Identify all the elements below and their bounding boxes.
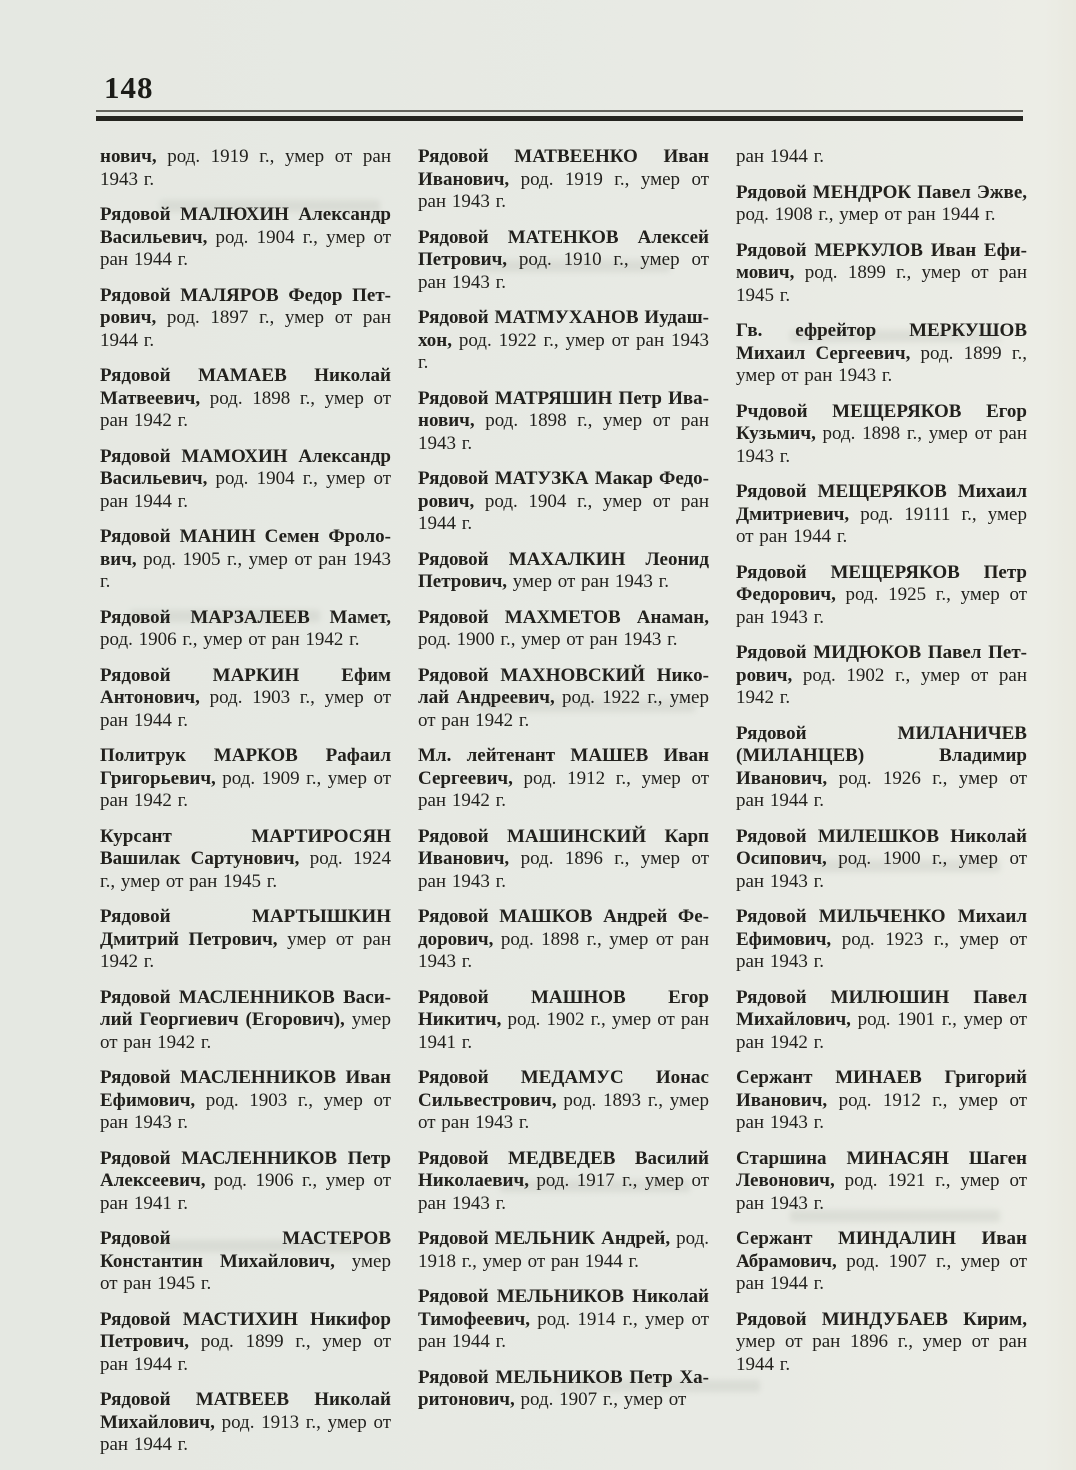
- entry: [418, 607, 709, 652]
- entry-rank-name: Рядовой МАРКИН Ефим Антонович,: [100, 664, 391, 708]
- entry-rank-name: Рядовой МИДЮКОВ Павел Петрович,: [736, 642, 1027, 686]
- entry-rank-name: Рядовой МИНДУБАЕВ Кирим,: [736, 1308, 1027, 1330]
- entry-rank-name: Рядовой МАТУЗКА Макар Федорович,: [418, 468, 709, 512]
- entry-rank-name: Рядовой МАШКОВ Андрей Федорович,: [418, 906, 709, 950]
- entry-rank-name: Рядовой МАТЕНКОВ Алексей Петрович,: [418, 226, 709, 270]
- entry: [736, 562, 1027, 630]
- entry: [736, 1228, 1027, 1296]
- entry-details: род. 1907 г., умер от ран 1944 г.: [736, 1250, 1027, 1294]
- entry: [736, 987, 1027, 1055]
- entry-details: род. 1900 г., умер от ран 1943 г.: [736, 848, 1027, 892]
- entry: [736, 481, 1027, 549]
- entry-details: ран 1944 г.: [736, 146, 825, 167]
- entry-rank-name: Рядовой МЕЩЕРЯКОВ Михаил Дмитриевич,: [736, 481, 1027, 525]
- entry: [100, 446, 391, 514]
- entry: [418, 227, 709, 295]
- entry-rank-name: Рядовой МЕДАМУС Ионас Сильвестрович,: [418, 1067, 709, 1111]
- entry: [100, 1389, 391, 1457]
- entry-rank-name: Рядовой МАРЗАЛЕЕВ Мамет,: [100, 606, 391, 628]
- entry: [418, 1367, 709, 1412]
- entry-rank-name: Рядовой МАТМУХАНОВ Иудашхон,: [418, 307, 709, 351]
- entry-rank-name: Рядовой МЕЩЕРЯКОВ Петр Федорович,: [736, 561, 1027, 605]
- entry-details: род. 1910 г., умер от ран 1943 г.: [418, 249, 709, 293]
- entry-rank-name: Гв. ефрейтор МЕРКУШОВ Михаил Сергеевич,: [736, 320, 1027, 364]
- entry-rank-name: Рядовой МИЛАНИЧЕВ (МИЛАНЦЕВ) Владимир Иванович,: [736, 722, 1027, 789]
- entry-details: род. 1913 г., умер от ран 1944 г.: [100, 1411, 391, 1455]
- entry: [736, 1148, 1027, 1216]
- entry-rank-name: Рядовой МИЛЕШКОВ Николай Осипович,: [736, 825, 1027, 869]
- entry-details: род. 1922 г., умер от ран 1942 г.: [418, 687, 709, 731]
- entry-details: род. 1919 г., умер от ран 1943 г.: [100, 146, 391, 190]
- entry-details: род. 1923 г., умер от ран 1943 г.: [736, 928, 1027, 972]
- entry: [100, 1309, 391, 1377]
- entry: [100, 365, 391, 433]
- entry: [100, 1148, 391, 1216]
- entry: [736, 642, 1027, 710]
- entry-details: род. 19111 г., умер от ран 1944 г.: [736, 503, 1027, 547]
- entry-details: род. 1900 г., умер от ран 1943 г.: [418, 629, 678, 650]
- entry: [736, 320, 1027, 388]
- entry: [418, 1228, 709, 1273]
- entry-details: род. 1922 г., умер от ран 1943 г.: [418, 329, 709, 373]
- entry: [418, 388, 709, 456]
- entry-rank-name: Мл. лейтенант МАШЕВ Иван Сергеевич,: [418, 745, 709, 789]
- entry-rank-name: Рядовой МАХАЛКИН Леонид Петрович,: [418, 548, 709, 592]
- entry: [418, 146, 709, 214]
- entry: [100, 146, 391, 191]
- entry-rank-name: Рядовой МАМОХИН Александр Васильевич,: [100, 445, 391, 489]
- entry-rank-name: Рядовой МАНИН Семен Фролович,: [100, 526, 391, 570]
- entry: [100, 745, 391, 813]
- entry-details: род. 1907 г., умер от: [514, 1389, 687, 1410]
- entry-details: род. 1904 г., умер от ран 1944 г.: [418, 490, 709, 534]
- entry-details: род. 1898 г., умер от ран 1943 г.: [418, 928, 709, 972]
- entry: [418, 745, 709, 813]
- entry-details: род. 1898 г., умер от ран 1943 г.: [418, 410, 709, 454]
- entry-details: умер от ран 1942 г.: [100, 928, 391, 972]
- entry-rank-name: Рядовой МАТВЕЕВ Николай Михайлович,: [100, 1389, 391, 1433]
- entry: [736, 1309, 1027, 1377]
- entry: [100, 665, 391, 733]
- entry-details: род. 1904 г., умер от ран 1944 г.: [100, 226, 391, 270]
- entry: [418, 1067, 709, 1135]
- entry-rank-name: Рядовой МИЛЬЧЕНКО Михаил Ефимович,: [736, 906, 1027, 950]
- entry: [100, 1067, 391, 1135]
- entry-rank-name: Рядовой МАХНОВСКИЙ Николай Андреевич,: [418, 664, 709, 708]
- entry: [736, 723, 1027, 813]
- entry-details: род. 1912 г., умер от ран 1943 г.: [736, 1089, 1027, 1133]
- entry: [736, 1067, 1027, 1135]
- text-columns: [100, 146, 1028, 1470]
- entry: [736, 182, 1027, 227]
- entry-details: род. 1898 г., умер от ран 1943 г.: [736, 423, 1027, 467]
- entry: [418, 665, 709, 733]
- entry-rank-name: Рядовой МЕРКУЛОВ Иван Ефимович,: [736, 239, 1027, 283]
- entry-rank-name: Сержант МИНДАЛИН Иван Абрамович,: [736, 1228, 1027, 1272]
- entry-details: род. 1917 г., умер от ран 1943 г.: [418, 1170, 709, 1214]
- entry-rank-name: Рядовой МЕДВЕДЕВ Василий Николаевич,: [418, 1147, 709, 1191]
- entry-details: род. 1899 г., умер от ран 1943 г.: [736, 342, 1027, 386]
- entry-details: род. 1918 г., умер от ран 1944 г.: [418, 1228, 710, 1272]
- entry-rank-name: Рядовой МИЛЮШИН Павел Михайлович,: [736, 986, 1027, 1030]
- entry: [418, 987, 709, 1055]
- entry-rank-name: Рядовой МАТРЯШИН Петр Иванович,: [418, 387, 709, 431]
- entry-details: род. 1921 г., умер от ран 1943 г.: [736, 1170, 1027, 1214]
- entry-details: род. 1904 г., умер от ран 1944 г.: [100, 468, 391, 512]
- entry-details: род. 1902 г., умер от ран 1941 г.: [418, 1009, 709, 1053]
- entry-rank-name: Рядовой МАРТЫШКИН Дмитрий Петрович,: [100, 906, 391, 950]
- entry-rank-name: Рядовой МАСЛЕННИКОВ Петр Алексеевич,: [100, 1147, 391, 1191]
- entry-rank-name: Рядовой МАСТЕРОВ Константин Михайлович,: [100, 1228, 391, 1272]
- entry-rank-name: Рядовой МАЛЮХИН Александр Васильевич,: [100, 204, 391, 248]
- entry: [418, 906, 709, 974]
- entry-rank-name: Старшина МИНАСЯН Шаген Левонович,: [736, 1147, 1027, 1191]
- page-number: 148: [104, 70, 154, 105]
- entry-details: род. 1901 г., умер от ран 1942 г.: [736, 1009, 1027, 1053]
- entry-rank-name: Курсант МАРТИРОСЯН Вашилак Сартунович,: [100, 825, 391, 869]
- entry: [100, 1228, 391, 1296]
- entry-details: род. 1899 г., умер от ран 1944 г.: [100, 1331, 391, 1375]
- column-3: [736, 146, 1027, 1389]
- entry-details: умер от ран 1943 г.: [507, 571, 670, 592]
- entry-rank-name: Рядовой МАМАЕВ Николай Матвеевич,: [100, 365, 391, 409]
- entry: [736, 146, 1027, 169]
- entry-details: род. 1919 г., умер от ран 1943 г.: [418, 168, 709, 212]
- entry-rank-name: Рчдовой МЕЩЕРЯКОВ Егор Кузьмич,: [736, 400, 1027, 444]
- entry-rank-name: Рядовой МАСТИХИН Никифор Петрович,: [100, 1308, 391, 1352]
- entry: [100, 826, 391, 894]
- entry: [418, 307, 709, 375]
- entry: [100, 204, 391, 272]
- entry-details: род. 1896 г., умер от ран 1943 г.: [418, 848, 709, 892]
- entry-rank-name: Рядовой МАШИНСКИЙ Карп Иванович,: [418, 825, 709, 869]
- entry-details: род. 1906 г., умер от ран 1941 г.: [100, 1170, 391, 1214]
- entry-details: род. 1906 г., умер от ран 1942 г.: [100, 629, 360, 650]
- entry-details: род. 1926 г., умер от ран 1944 г.: [736, 767, 1027, 811]
- entry: [418, 549, 709, 594]
- column-2: [418, 146, 709, 1425]
- entry-details: умер от ран 1896 г., умер от ран 1944 г.: [736, 1331, 1027, 1375]
- entry-rank-name: нович,: [100, 146, 157, 167]
- entry-details: род. 1899 г., умер от ран 1945 г.: [736, 262, 1027, 306]
- entry-details: умер от ран 1945 г.: [100, 1250, 391, 1294]
- entry: [100, 987, 391, 1055]
- entry-rank-name: Рядовой МЕЛЬНИК Андрей,: [418, 1228, 671, 1249]
- entry-details: род. 1908 г., умер от ран 1944 г.: [736, 204, 996, 225]
- entry: [736, 401, 1027, 469]
- entry-rank-name: Рядовой МАЛЯРОВ Федор Петрович,: [100, 284, 391, 328]
- entry-details: род. 1893 г., умер от ран 1943 г.: [418, 1089, 709, 1133]
- entry: [100, 607, 391, 652]
- entry-details: род. 1903 г., умер от ран 1944 г.: [100, 687, 391, 731]
- entry: [100, 906, 391, 974]
- entry-details: род. 1897 г., умер от ран 1944 г.: [100, 307, 391, 351]
- entry: [418, 1286, 709, 1354]
- entry-details: род. 1902 г., умер от ран 1942 г.: [736, 664, 1027, 708]
- header-rule-thick: [96, 116, 1023, 121]
- entry: [418, 826, 709, 894]
- entry-details: род. 1925 г., умер от ран 1943 г.: [736, 584, 1027, 628]
- entry-details: род. 1912 г., умер от ран 1942 г.: [418, 767, 709, 811]
- entry: [736, 906, 1027, 974]
- column-1: [100, 146, 391, 1470]
- header-rule-thin: [96, 110, 1023, 112]
- entry-rank-name: Рядовой МАХМЕТОВ Анаман,: [418, 606, 709, 628]
- entry: [100, 526, 391, 594]
- entry: [736, 826, 1027, 894]
- entry-rank-name: Рядовой МЕЛЬНИКОВ Николай Тимофеевич,: [418, 1286, 709, 1330]
- entry-rank-name: Сержант МИНАЕВ Григорий Иванович,: [736, 1067, 1027, 1111]
- entry-details: род. 1905 г., умер от ран 1943 г.: [100, 548, 391, 592]
- entry-rank-name: Рядовой МЕНДРОК Павел Эжве,: [736, 181, 1027, 203]
- entry: [418, 468, 709, 536]
- entry-rank-name: Рядовой МАСЛЕННИКОВ Василий Георгиевич (Егорович),: [100, 986, 391, 1030]
- entry: [736, 240, 1027, 308]
- entry-details: род. 1903 г., умер от ран 1943 г.: [100, 1089, 391, 1133]
- entry-rank-name: Рядовой МАСЛЕННИКОВ Иван Ефимович,: [100, 1067, 391, 1111]
- entry-rank-name: Политрук МАРКОВ Рафаил Григорьевич,: [100, 745, 391, 789]
- entry: [418, 1148, 709, 1216]
- entry-details: род. 1898 г., умер от ран 1942 г.: [100, 387, 391, 431]
- entry-details: род. 1909 г., умер от ран 1942 г.: [100, 767, 391, 811]
- entry-details: умер от ран 1942 г.: [100, 1009, 391, 1053]
- entry-rank-name: Рядовой МЕЛЬНИКОВ Петр Харитонович,: [418, 1366, 709, 1410]
- entry-rank-name: Рядовой МАШНОВ Егор Никитич,: [418, 986, 709, 1030]
- entry-details: род. 1914 г., умер от ран 1944 г.: [418, 1308, 709, 1352]
- entry-rank-name: Рядовой МАТВЕЕНКО Иван Иванович,: [418, 146, 709, 190]
- entry-details: род. 1924 г., умер от ран 1945 г.: [100, 848, 391, 892]
- entry: [100, 285, 391, 353]
